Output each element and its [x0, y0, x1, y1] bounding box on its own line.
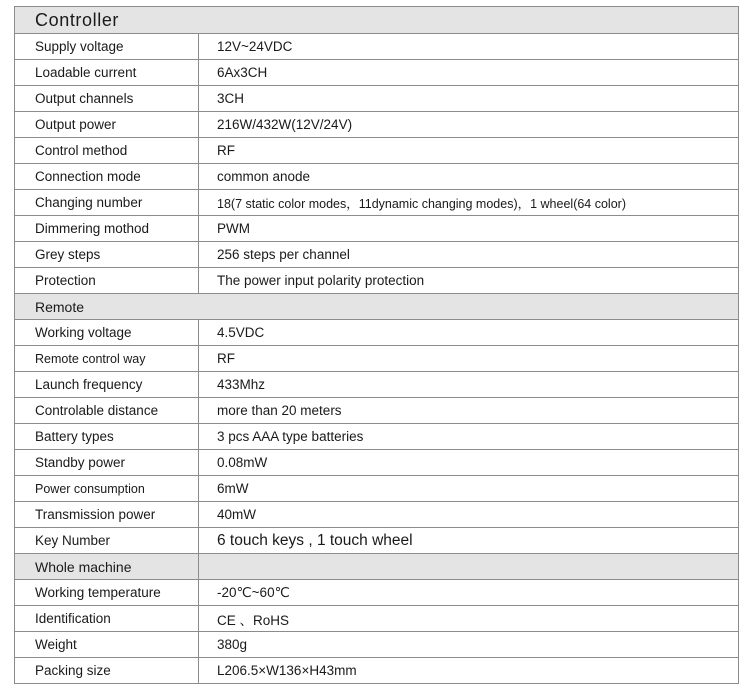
spec-label: Output channels [15, 86, 199, 112]
spec-row [15, 528, 739, 554]
spec-row [15, 346, 739, 372]
spec-value: RF [199, 346, 739, 372]
spec-value: common anode [199, 164, 739, 190]
spec-value: more than 20 meters [199, 398, 739, 424]
spec-label: Protection [15, 268, 199, 294]
section-title: Remote [15, 294, 739, 320]
spec-value: -20℃~60℃ [199, 580, 739, 606]
spec-label: Grey steps [15, 242, 199, 268]
spec-row [15, 502, 739, 528]
spec-label: Launch frequency [15, 372, 199, 398]
spec-row [15, 424, 739, 450]
spec-value: 6 touch keys , 1 touch wheel [199, 528, 739, 554]
spec-value: L206.5×W136×H43mm [199, 658, 739, 684]
spec-value: 3 pcs AAA type batteries [199, 424, 739, 450]
spec-row [15, 320, 739, 346]
spec-value: 40mW [199, 502, 739, 528]
spec-row [15, 580, 739, 606]
spec-row [15, 606, 739, 632]
spec-label: Power consumption [15, 476, 199, 502]
spec-value: 18(7 static color modes，11dynamic changing modes)，1 wheel(64 color) [199, 190, 739, 216]
spec-label: Control method [15, 138, 199, 164]
spec-value: 12V~24VDC [199, 34, 739, 60]
spec-row [15, 372, 739, 398]
spec-label: Dimmering mothod [15, 216, 199, 242]
spec-value: 6Ax3CH [199, 60, 739, 86]
spec-label: Identification [15, 606, 199, 632]
section-header-controller [15, 7, 739, 34]
spec-row [15, 398, 739, 424]
spec-label: Remote control way [15, 346, 199, 372]
spec-value: 0.08mW [199, 450, 739, 476]
spec-row [15, 476, 739, 502]
spec-label: Battery types [15, 424, 199, 450]
spec-value: 380g [199, 632, 739, 658]
spec-label: Packing size [15, 658, 199, 684]
spec-row [15, 190, 739, 216]
spec-label: Key Number [15, 528, 199, 554]
spec-row [15, 632, 739, 658]
spec-label: Working temperature [15, 580, 199, 606]
section-empty-cell [199, 554, 739, 580]
spec-label: Changing number [15, 190, 199, 216]
spec-table [14, 6, 739, 684]
section-header-whole-machine [15, 554, 739, 580]
spec-label: Working voltage [15, 320, 199, 346]
section-title: Controller [15, 7, 739, 34]
section-header-remote [15, 294, 739, 320]
spec-value: 3CH [199, 86, 739, 112]
spec-value: 216W/432W(12V/24V) [199, 112, 739, 138]
spec-value: 6mW [199, 476, 739, 502]
spec-row [15, 268, 739, 294]
spec-label: Weight [15, 632, 199, 658]
spec-value: The power input polarity protection [199, 268, 739, 294]
spec-row [15, 216, 739, 242]
spec-row [15, 60, 739, 86]
spec-row [15, 242, 739, 268]
spec-value: 256 steps per channel [199, 242, 739, 268]
spec-value: RF [199, 138, 739, 164]
spec-row [15, 138, 739, 164]
spec-label: Supply voltage [15, 34, 199, 60]
spec-value: PWM [199, 216, 739, 242]
spec-row [15, 658, 739, 684]
spec-row [15, 450, 739, 476]
spec-label: Output power [15, 112, 199, 138]
spec-value: 4.5VDC [199, 320, 739, 346]
spec-value: CE 、RoHS [199, 606, 739, 632]
spec-label: Connection mode [15, 164, 199, 190]
spec-label: Standby power [15, 450, 199, 476]
section-title: Whole machine [15, 554, 199, 580]
spec-row [15, 34, 739, 60]
spec-value: 433Mhz [199, 372, 739, 398]
spec-row [15, 164, 739, 190]
spec-label: Loadable current [15, 60, 199, 86]
spec-row [15, 86, 739, 112]
spec-row [15, 112, 739, 138]
spec-label: Transmission power [15, 502, 199, 528]
spec-label: Controlable distance [15, 398, 199, 424]
